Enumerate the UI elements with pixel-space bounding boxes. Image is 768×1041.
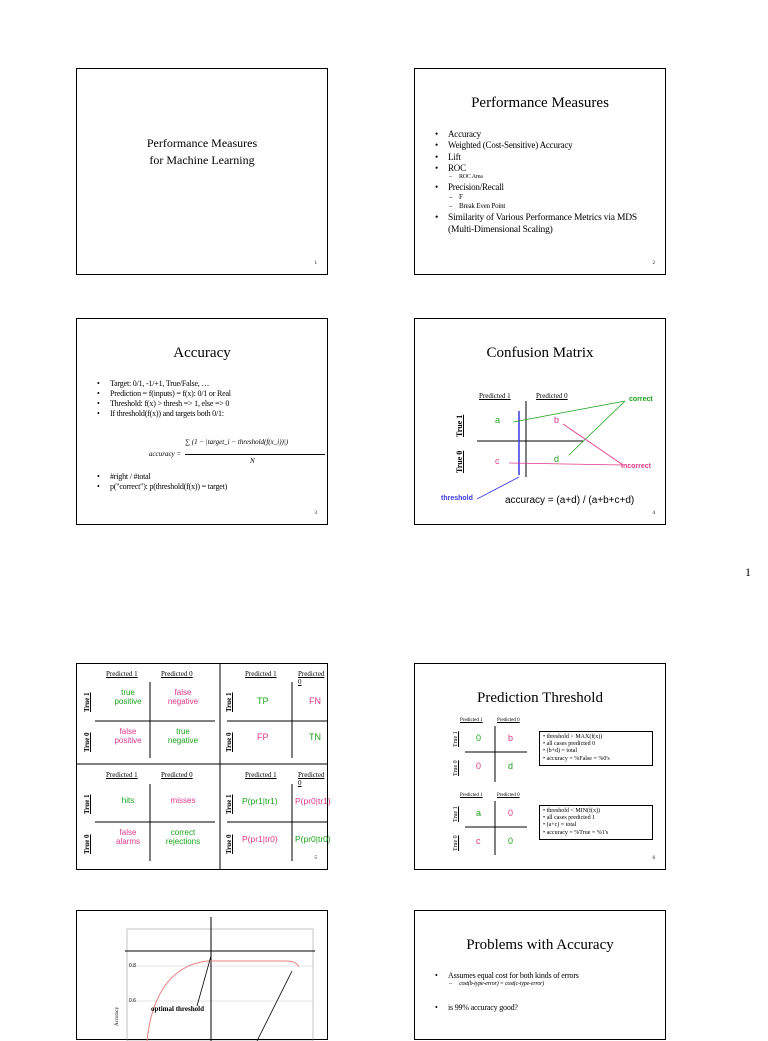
tick-label: 0.8 [129,963,136,969]
label-true-1: True 1 [225,692,233,712]
list-item: • Similarity of Various Performance Metrics via MDS (Multi-Dimensional Scaling) [435,213,660,237]
header-predicted-0: Predicted 0 [298,771,325,787]
header-predicted-0: Predicted 0 [161,670,193,678]
slide-2-bullets [435,129,660,237]
header-predicted-0: Predicted 0 [161,771,193,779]
label-true-0: True 0 [225,732,233,752]
header-predicted-1: Predicted 1 [106,670,138,678]
slide-3-title: Accuracy [173,345,231,361]
page-number: 1 [745,565,751,579]
label-true-1: True 1 [225,794,233,814]
threshold-min-box: • threshold < MIN(f(x)) • all cases predicted 1 • (a+c) = total • accuracy = %True = %1's [539,805,653,840]
threshold-max-box: • threshold > MAX(f(x)) • all cases predicted 0 • (b+d) = total • accuracy = %False = %0's [539,731,653,766]
label-true-1: True 1 [83,794,91,814]
slide-number: 5 [314,856,317,861]
label-true-1: True 1 [453,806,459,822]
list-item: • Threshold: f(x) > thresh => 1, else => 0 [97,399,325,409]
label-true-0: True 0 [83,732,91,752]
list-item: – ROC Area [435,174,660,182]
header-predicted-1: Predicted 1 [460,718,483,723]
formula-numerator: ∑ (1 − |target_i − threshold(f(x_i))|) [185,438,289,446]
slide-1-title: Performance Measures for Machine Learning [146,136,258,167]
accuracy-formula-text: accuracy = (a+d) / (a+b+c+d) [505,495,635,506]
list-item: • Precision/Recall [435,182,660,193]
list-item: • is 99% accuracy good? [435,1003,660,1013]
cell-p-pr1-tr1: P(pr1|tr1) [242,796,278,806]
label-true-1: True 1 [455,414,464,437]
header-predicted-1: Predicted 1 [106,771,138,779]
list-item: • p("correct"): p(threshold(f(x)) = target) [97,482,325,492]
slide-3-bullets-2 [97,472,325,492]
list-item: • Weighted (Cost-Sensitive) Accuracy [435,140,660,151]
header-predicted-1: Predicted 1 [245,670,277,678]
cell-d: 0 [508,836,514,846]
header-predicted-1: Predicted 1 [479,392,511,400]
slide-5 [76,663,331,870]
cell-b: b [508,733,514,743]
cell-tp: TP [257,696,269,706]
list-item: • Assumes equal cost for both kinds of errors [435,971,660,981]
cell-d: d [554,454,560,464]
slide-8-title: Problems with Accuracy [466,937,614,953]
slide-3-bullets [97,379,325,419]
cell-b: b [554,415,560,425]
optimal-threshold-label: optimal threshold [151,1005,204,1013]
slide-number: 6 [652,856,655,861]
slide-number: 3 [314,511,317,516]
label-true-0: True 0 [225,834,233,854]
cell-c: c [476,836,481,846]
slide-7 [76,910,328,1040]
optimal-threshold-arrow [197,956,211,1006]
confusion-matrix-diagram [415,319,665,524]
slide-2-title: Performance Measures [471,95,609,111]
cell-tn: TN [309,732,321,742]
cell-a: a [495,415,501,425]
header-predicted-0: Predicted 0 [497,793,520,798]
label-true-0: True 0 [453,760,459,776]
label-incorrect: incorrect [621,463,651,470]
slide-number: 1 [314,261,317,266]
cell-a: a [476,808,482,818]
list-item: – cost(b-type-error) = cost(c-type-error) [435,981,660,989]
slide-2 [414,68,666,275]
slide-3 [76,318,328,525]
slide-number: 4 [652,511,655,516]
cell-fn: FN [309,696,321,706]
cell-a: 0 [476,733,482,743]
slide-6 [414,663,666,870]
label-threshold: threshold [441,495,473,502]
label-correct: correct [629,396,653,403]
cell-p-pr1-tr0: P(pr1|tr0) [242,834,278,844]
list-item: • If threshold(f(x)) and targets both 0/1: [97,409,325,419]
correct-arrow-a [513,401,625,422]
header-predicted-1: Predicted 1 [460,793,483,798]
list-item: • Target: 0/1, -1/+1, True/False, … [97,379,325,389]
slide-4-title: Confusion Matrix [486,345,594,361]
header-predicted-1: Predicted 1 [245,771,277,779]
header-predicted-0: Predicted 0 [298,670,325,686]
header-predicted-0: Predicted 0 [536,392,568,400]
cell-fp: FP [257,732,269,742]
tick-label: 0.6 [129,998,136,1004]
cell-p-pr0-tr0: P(pr0|tr0) [295,834,331,844]
cell-correct-rejections: correct rejections [165,828,201,846]
slide-6-title: Prediction Threshold [477,690,603,706]
cell-false-alarms: false alarms [115,828,140,846]
cell-c: c [495,456,500,466]
cell-false-negative: false negative [167,688,199,706]
list-item: • Prediction = f(inputs) = f(x): 0/1 or Real [97,389,325,399]
slide-8 [414,910,666,1040]
cell-misses: misses [170,796,196,805]
label-true-1: True 1 [83,692,91,712]
y-axis-label: Accuracy [115,1006,120,1026]
cell-p-pr0-tr1: P(pr0|tr1) [295,796,331,806]
list-item: • Accuracy [435,129,660,140]
label-true-0: True 0 [455,450,464,473]
list-item: • ROC [435,163,660,174]
list-item: • Lift [435,152,660,163]
list-item: – Break Even Point [435,202,660,211]
slide-8-bullets [435,971,660,1013]
list-item: • #right / #total [97,472,325,482]
cell-true-negative: true negative [167,727,199,745]
label-true-0: True 0 [453,835,459,851]
formula-lhs: accuracy = [149,450,182,458]
cell-hits: hits [121,796,135,805]
label-true-1: True 1 [453,731,459,747]
label-true-0: True 0 [83,834,91,854]
cell-b: 0 [508,808,514,818]
cell-d: d [508,761,514,771]
cell-c: 0 [476,761,482,771]
cell-true-positive: true positive [114,688,142,706]
slide-4 [414,318,666,525]
accuracy-formula [117,436,327,470]
incorrect-arrow-b [563,424,623,465]
list-item: – F [435,193,660,202]
formula-bar [185,454,325,455]
cell-false-positive: false positive [114,727,142,745]
slide-number: 2 [652,261,655,266]
formula-denominator: N [250,457,255,465]
slide-1 [76,68,328,275]
curve-arrow [257,971,292,1041]
header-predicted-0: Predicted 0 [497,718,520,723]
